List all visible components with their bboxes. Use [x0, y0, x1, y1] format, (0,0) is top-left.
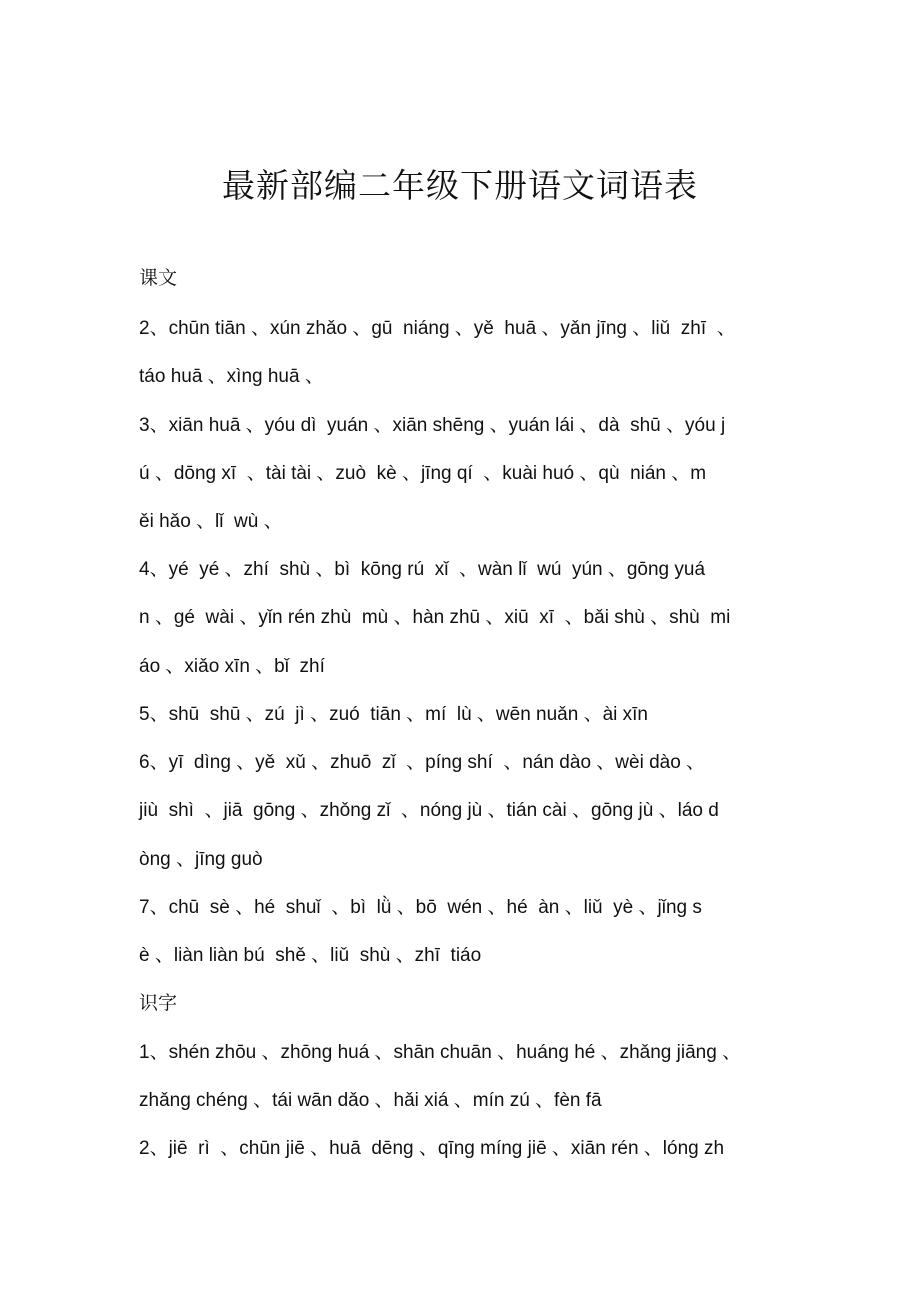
vocab-line: 2、chūn tiān 、xún zhǎo 、gū niáng 、yě huā 、yǎn jīng 、liǔ zhī 、: [139, 318, 736, 339]
vocab-line: 2、jiē rì 、chūn jiē 、huā dēng 、qīng míng jiē 、xiān rén 、lóng zh: [139, 1138, 725, 1159]
section-heading-kewen: 课文: [139, 267, 178, 289]
vocab-line: 1、shén zhōu 、zhōng huá 、shān chuān 、huáng hé 、zhǎng jiāng 、: [139, 1042, 742, 1063]
vocab-line: è 、liàn liàn bú shě 、liǔ shù 、zhī tiáo: [139, 945, 482, 966]
page-title: 最新部编二年级下册语文词语表: [222, 166, 698, 205]
vocab-line: 4、yé yé 、zhí shù 、bì kōng rú xǐ 、wàn lǐ wú yún 、gōng yuá: [139, 559, 706, 580]
vocab-line: zhǎng chéng 、tái wān dǎo 、hǎi xiá 、mín zú 、fèn fā: [139, 1090, 602, 1111]
vocab-line: n 、gé wài 、yǐn rén zhù mù 、hàn zhū 、xiū xī 、bǎi shù 、shù mi: [139, 607, 731, 628]
vocab-line: jiù shì 、jiā gōng 、zhǒng zǐ 、nóng jù 、tián cài 、gōng jù 、láo d: [139, 800, 719, 821]
vocab-line: 3、xiān huā 、yóu dì yuán 、xiān shēng 、yuán lái 、dà shū 、yóu j: [139, 415, 726, 436]
vocab-line: táo huā 、xìng huā 、: [139, 366, 324, 387]
vocab-line: 6、yī dìng 、yě xǔ 、zhuō zǐ 、píng shí 、nán dào 、wèi dào 、: [139, 752, 706, 773]
vocab-line: 5、shū shū 、zú jì 、zuó tiān 、mí lù 、wēn nuǎn 、ài xīn: [139, 704, 649, 725]
vocab-line: 7、chū sè 、hé shuǐ 、bì lǜ 、bō wén 、hé àn 、liǔ yè 、jǐng s: [139, 897, 702, 918]
vocab-line: ěi hǎo 、lǐ wù 、: [139, 511, 283, 532]
section-heading-shizi: 识字: [139, 992, 178, 1014]
vocab-line: òng 、jīng guò: [139, 849, 263, 870]
vocab-line: áo 、xiǎo xīn 、bǐ zhí: [139, 656, 325, 677]
vocab-line: ú 、dōng xī 、tài tài 、zuò kè 、jīng qí 、kuài huó 、qù nián 、m: [139, 463, 707, 484]
